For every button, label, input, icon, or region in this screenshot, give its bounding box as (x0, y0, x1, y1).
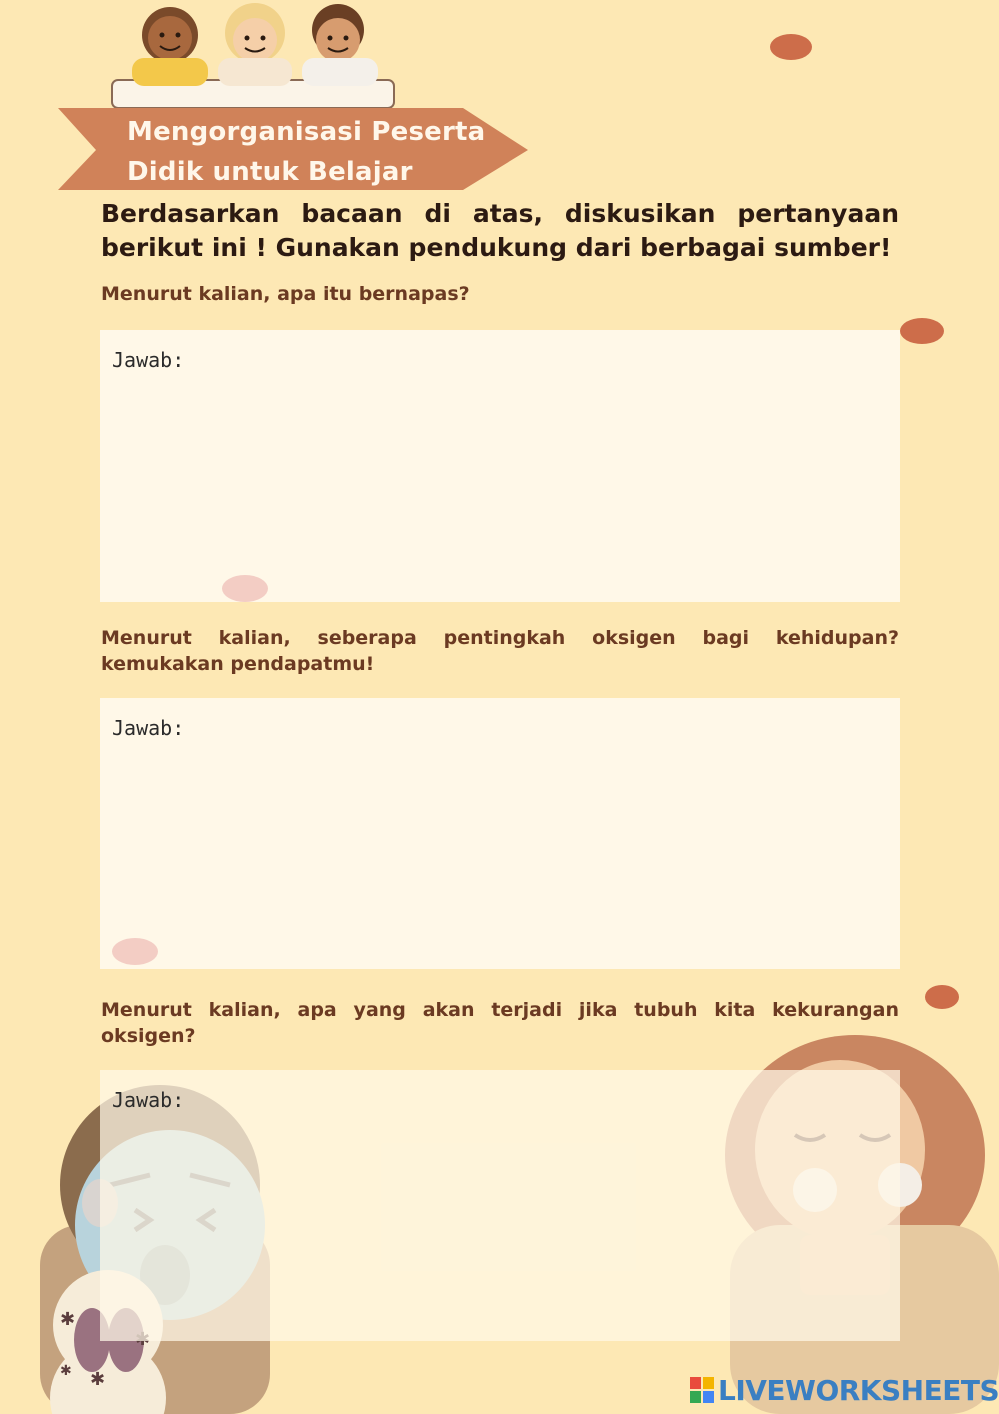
answer-box-3[interactable] (100, 1070, 900, 1341)
decor-blob-pink-1 (222, 575, 268, 602)
svg-text:✱: ✱ (60, 1363, 72, 1379)
instruction-text: Berdasarkan bacaan di atas, diskusikan pertanyaan berikut ini ! Gunakan pendukung dari berbagai sumber! (101, 199, 899, 262)
banner-title (127, 112, 507, 192)
kids-illustration (110, 0, 400, 110)
answer-input-3[interactable] (112, 1122, 888, 1329)
liveworksheets-logo-text: LIVEWORKSHEETS (718, 1373, 999, 1407)
decor-blob-top-right (770, 34, 812, 60)
answer-label-2: Jawab: (112, 716, 185, 740)
answer-box-2[interactable] (100, 698, 900, 969)
question-2-text: Menurut kalian, seberapa pentingkah oksigen bagi kehidupan? kemukakan pendapatmu! (101, 627, 899, 675)
question-1-text: Menurut kalian, apa itu bernapas? (101, 283, 470, 305)
answer-box-1[interactable] (100, 330, 900, 602)
decor-blob-right-2 (925, 985, 959, 1009)
question-3-text: Menurut kalian, apa yang akan terjadi jika tubuh kita kekurangan oksigen? (101, 999, 899, 1047)
svg-text:✱: ✱ (60, 1309, 76, 1330)
answer-input-1[interactable] (112, 382, 888, 590)
svg-text:✱: ✱ (90, 1369, 106, 1390)
decor-blob-right-1 (900, 318, 944, 344)
answer-label-3: Jawab: (112, 1088, 185, 1112)
liveworksheets-logo-icon (690, 1377, 714, 1403)
banner-title-line1: Mengorganisasi Peserta (127, 117, 486, 147)
banner-title-line2: Didik untuk Belajar (127, 157, 413, 187)
answer-input-2[interactable] (112, 750, 888, 957)
decor-blob-pink-2 (112, 938, 158, 965)
liveworksheets-logo[interactable] (690, 1372, 999, 1408)
answer-label-1: Jawab: (112, 348, 185, 372)
